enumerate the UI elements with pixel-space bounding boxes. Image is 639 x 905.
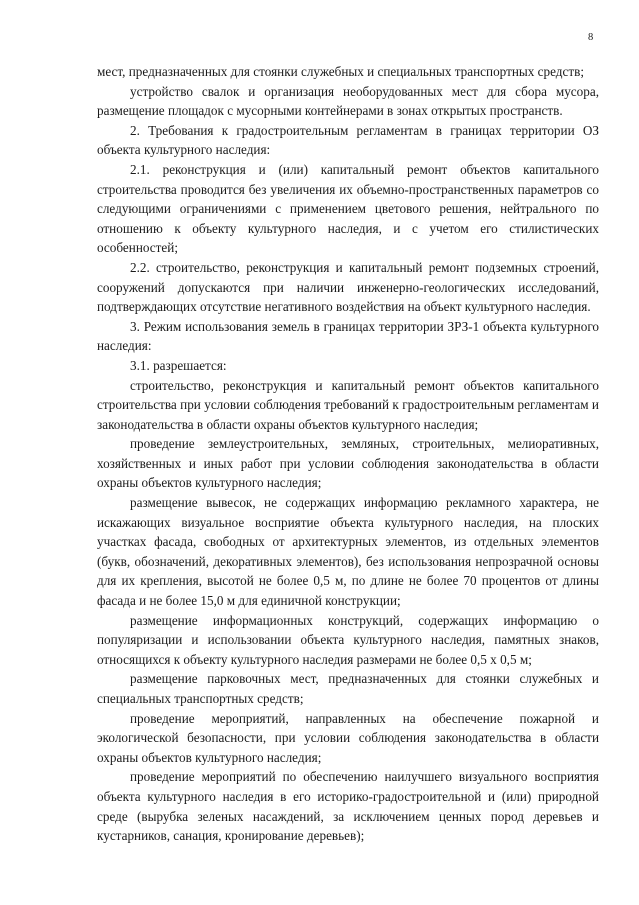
paragraph-10: размещение вывесок, не содержащих информацию рекламного характера, не искажающих визуальное восприятие объекта культурного наследия, на плоских участках фасада, свободных от архитектурных элементов, из отдельных элементов (букв, обозначений, декоративных элементов), без использования непрозрачной основы для их крепления, высотой не более 0,5 м, по длине не более 70 процентов от длины фасада и не более 15,0 м для единичной конструкции;	[97, 495, 599, 609]
document-body	[97, 62, 599, 846]
paragraph-2: устройство свалок и организация необорудованных мест для сбора мусора, размещение площадок с мусорными контейнерами в зонах открытых пространств.	[97, 83, 599, 119]
paragraph-12: размещение парковочных мест, предназначенных для стоянки служебных и специальных транспортных средств;	[97, 671, 599, 706]
paragraph-9: проведение землеустроительных, земляных, строительных, мелиоративных, хозяйственных и иных работ при условии соблюдения законодательства в области охраны объектов культурного наследия;	[97, 436, 599, 491]
page-number: 8	[588, 32, 594, 43]
paragraph-7: 3.1. разрешается:	[130, 357, 227, 373]
paragraph-1: мест, предназначенных для стоянки служебных и специальных транспортных средств;	[97, 64, 584, 79]
paragraph-5: 2.2. строительство, реконструкция и капитальный ремонт подземных строений, сооружений допускаются при наличии инженерно-геологических исследований, подтверждающих отсутствие негативного воздействия на объект культурного наследия.	[97, 259, 599, 315]
paragraph-6: 3. Режим использования земель в границах территории ЗРЗ-1 объекта культурного наследия:	[97, 318, 599, 354]
paragraph-8: строительство, реконструкция и капитальный ремонт объектов капитального строительства при условии соблюдения требований к градостроительным регламентам и законодательства в области охраны объектов культурного наследия;	[97, 377, 599, 432]
paragraph-4: 2.1. реконструкция и (или) капитальный ремонт объектов капитального строительства проводится без увеличения их объемно-пространственных параметров со следующими ограничениями с применением цветового решения, нейтрального по отношению к объекту культурного наследия, и с учетом его стилистических особенностей;	[97, 161, 599, 256]
paragraph-3: 2. Требования к градостроительным регламентам в границах территории ОЗ объекта культурного наследия:	[97, 122, 599, 158]
paragraph-13: проведение мероприятий, направленных на обеспечение пожарной и экологической безопасности, при условии соблюдения законодательства в области охраны объектов культурного наследия;	[97, 710, 599, 765]
paragraph-14: проведение мероприятий по обеспечению наилучшего визуального восприятия объекта культурного наследия в его историко-градостроительной и (или) природной среде (вырубка зеленых насаждений, за исключением ценных пород деревьев и кустарников, санация, кронирование деревьев);	[97, 769, 599, 844]
paragraph-11: размещение информационных конструкций, содержащих информацию о популяризации и использовании объекта культурного наследия, памятных знаков, относящихся к объекту культурного наследия размерами не более 0,5 х 0,5 м;	[97, 612, 599, 667]
